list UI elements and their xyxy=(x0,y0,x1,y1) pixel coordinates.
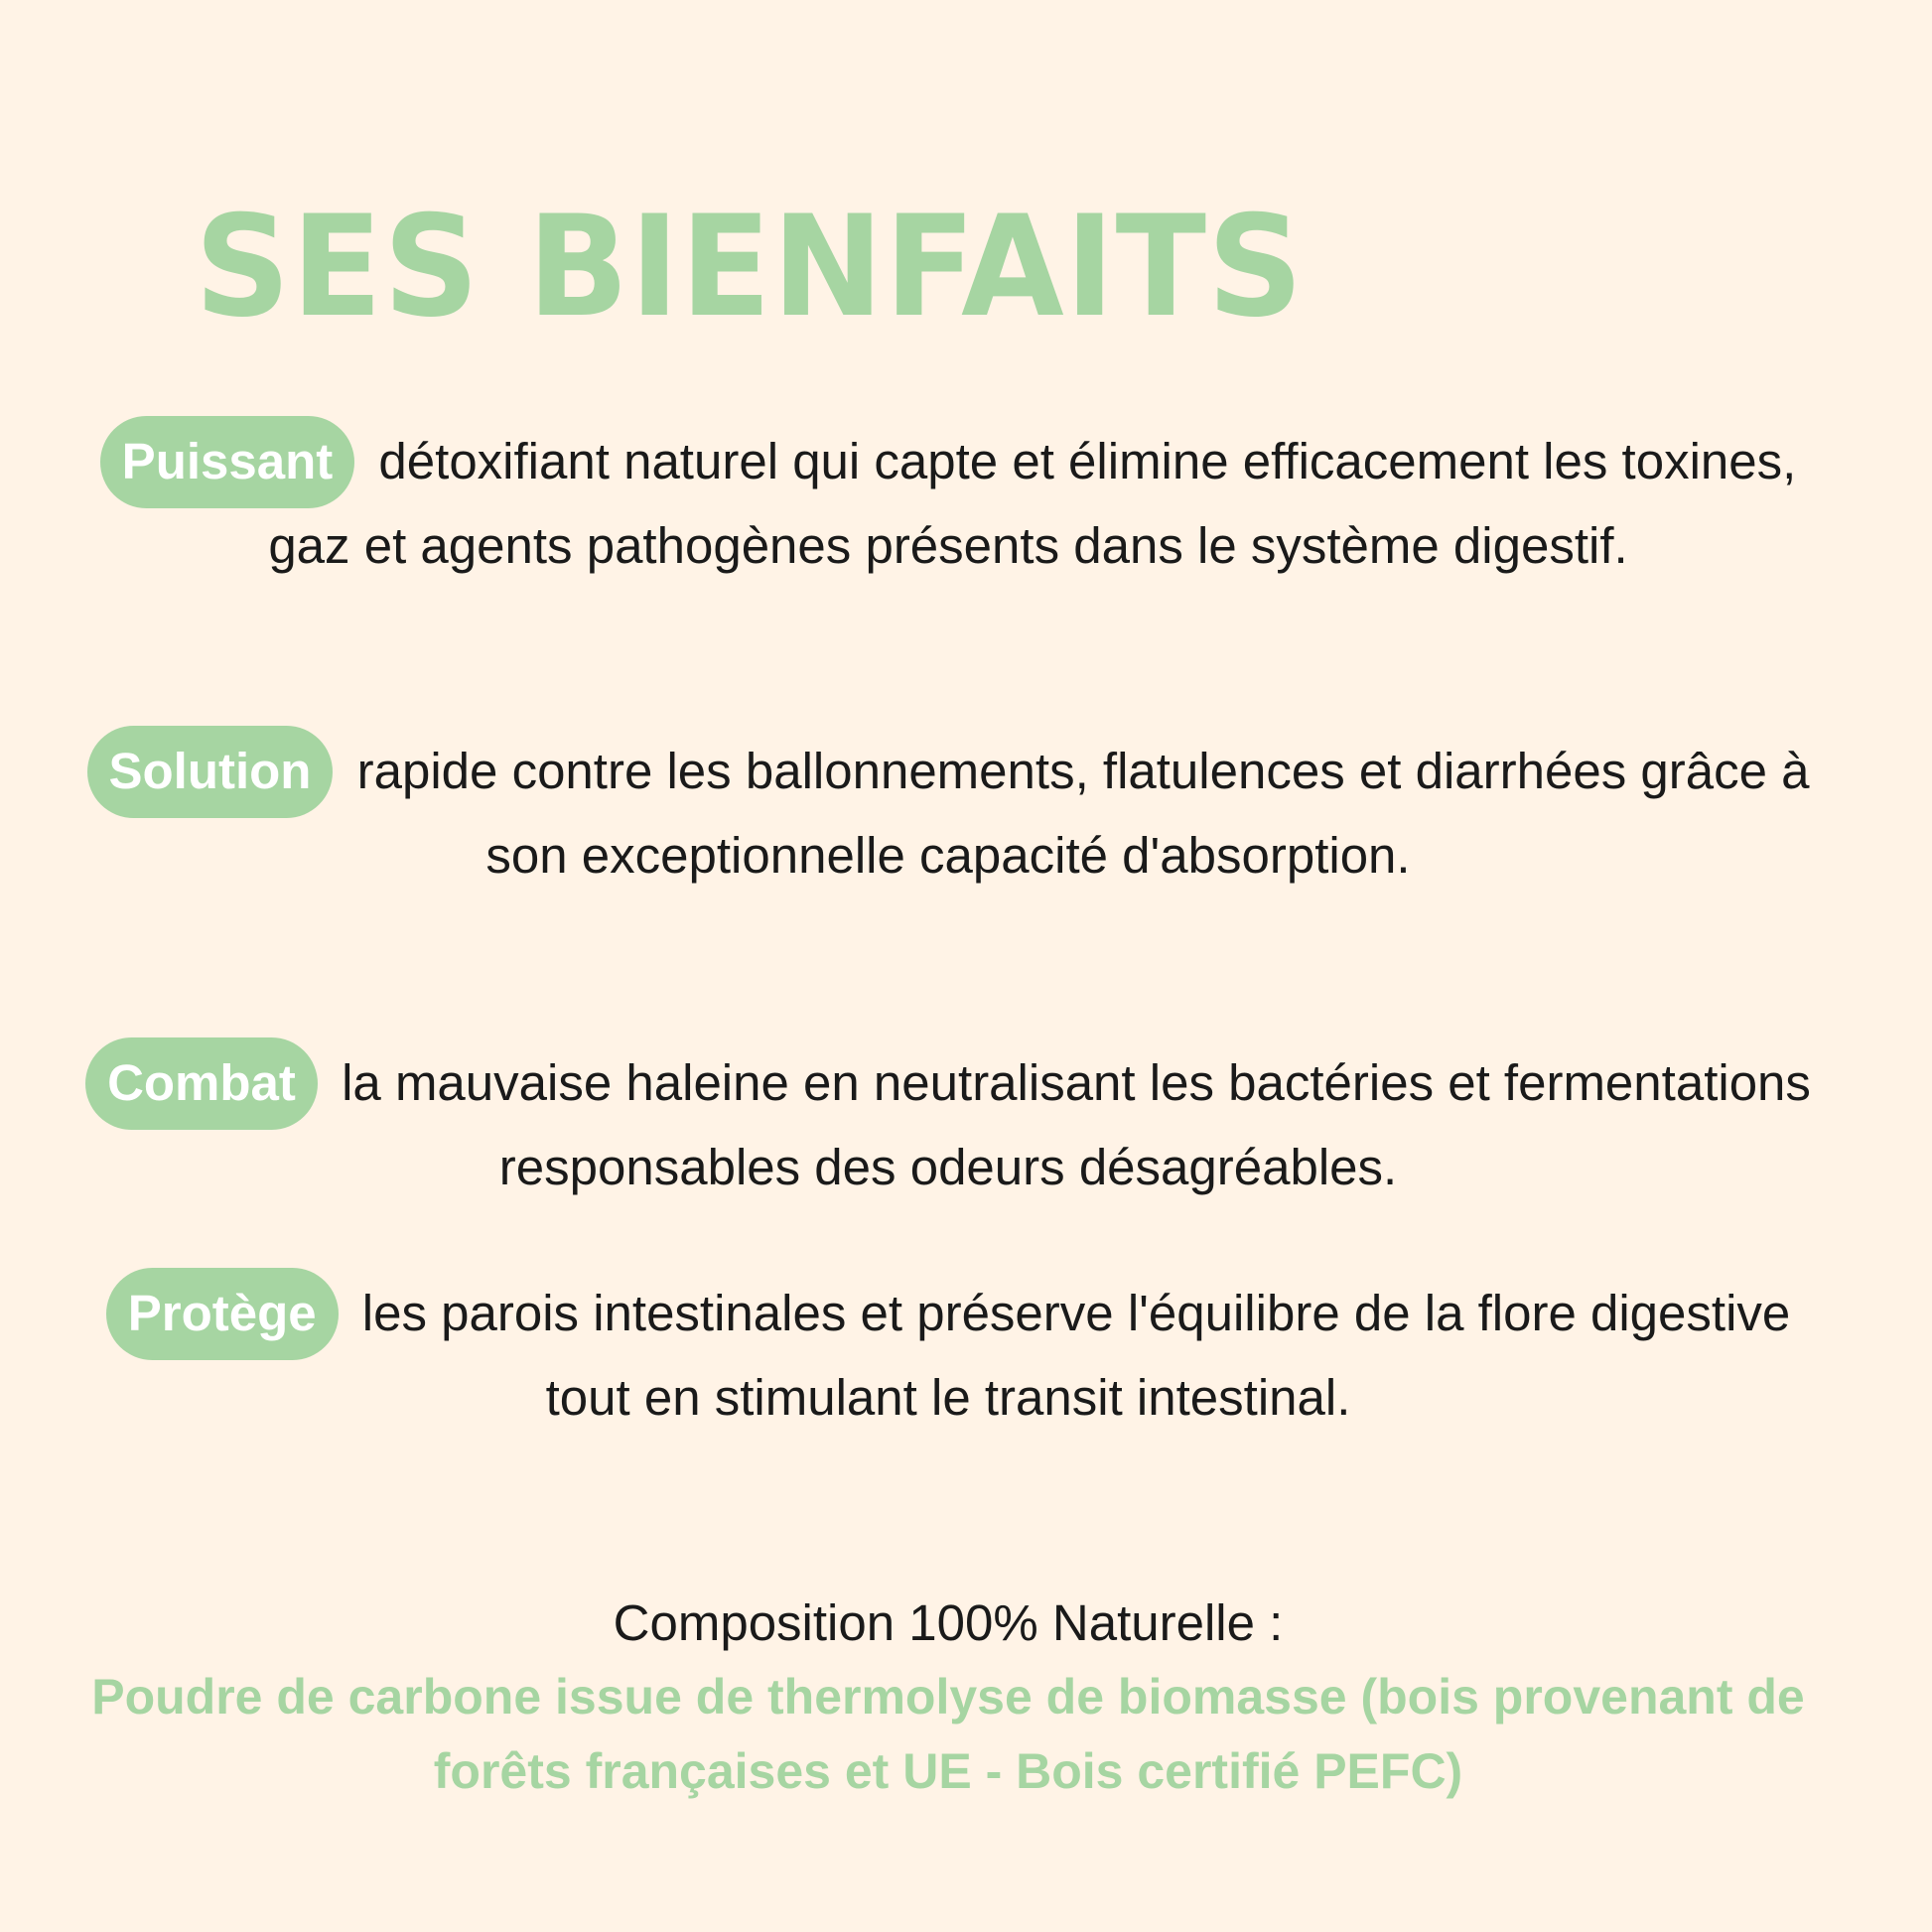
benefit-keyword-badge: Solution xyxy=(87,726,334,818)
benefit-combat xyxy=(79,1037,1817,1204)
benefit-puissant xyxy=(79,416,1817,583)
benefit-keyword-badge: Protège xyxy=(106,1268,339,1360)
benefit-description: la mauvaise haleine en neutralisant les bactéries et fermentations responsables des odeurs désagréables. xyxy=(342,1054,1811,1195)
benefit-description: rapide contre les ballonnements, flatulences et diarrhées grâce à son exceptionnelle capacité d'absorption. xyxy=(356,743,1810,884)
benefit-protege xyxy=(79,1268,1817,1435)
benefit-keyword-badge: Puissant xyxy=(100,416,355,508)
benefit-description: détoxifiant naturel qui capte et élimine efficacement les toxines, gaz et agents pathogènes présents dans le système digestif. xyxy=(268,433,1797,574)
composition-label: Composition 100% Naturelle : xyxy=(613,1594,1284,1651)
page-title: SES BIENFAITS xyxy=(195,185,1305,348)
composition-section xyxy=(79,1586,1817,1809)
composition-text: Poudre de carbone issue de thermolyse de biomasse (bois provenant de forêts françaises et UE - Bois certifié PEFC) xyxy=(91,1669,1805,1799)
benefit-solution xyxy=(79,726,1817,893)
benefit-keyword-badge: Combat xyxy=(85,1037,318,1130)
benefit-description: les parois intestinales et préserve l'équilibre de la flore digestive tout en stimulant le transit intestinal. xyxy=(361,1285,1791,1426)
